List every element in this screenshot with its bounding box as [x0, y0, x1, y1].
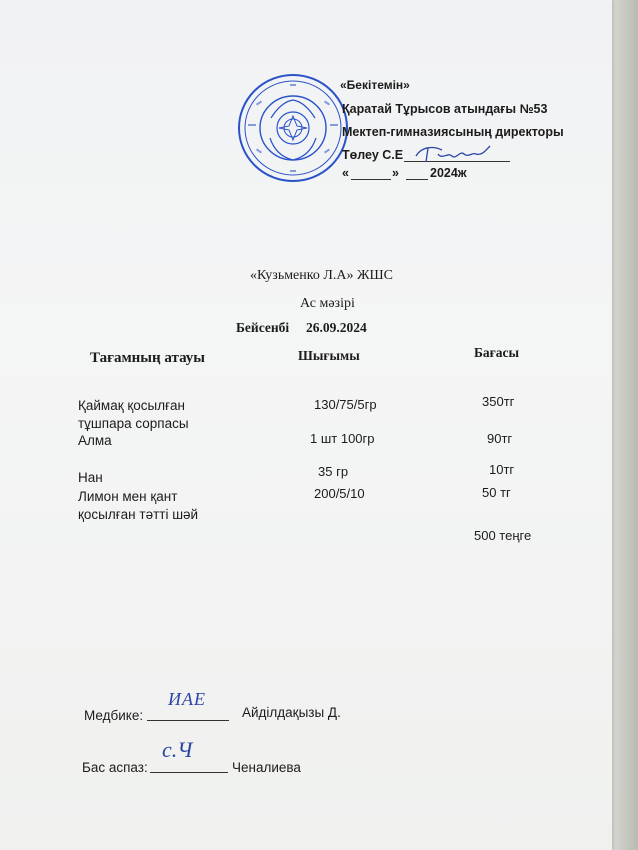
approval-school: Қаратай Тұрысов атындағы №53: [342, 102, 548, 116]
row-2-name: Алма: [78, 433, 112, 448]
approval-position: Мектеп-гимназиясының директоры: [342, 125, 564, 139]
date-day-line: [351, 179, 391, 180]
column-header-yield: Шығымы: [298, 348, 360, 363]
cook-signature: с.Ч: [162, 737, 193, 762]
nurse-label: Медбике:: [84, 708, 144, 723]
nurse-name: Айділдақызы Д.: [242, 705, 341, 720]
nurse-signature-line: [147, 720, 229, 721]
row-3-yield: 35 гр: [318, 464, 349, 479]
row-2-price: 90тг: [487, 431, 513, 446]
approval-date-mid: »: [392, 166, 399, 180]
menu-day: Бейсенбі: [236, 320, 290, 335]
row-4-name: Лимон мен қант: [78, 489, 178, 504]
company-name: «Кузьменко Л.А» ЖШС: [250, 268, 393, 283]
row-1-yield: 130/75/5гр: [314, 397, 377, 412]
menu-date: 26.09.2024: [306, 320, 367, 335]
cook-name: Ченалиева: [232, 760, 301, 775]
nurse-signature: ИАЕ: [168, 689, 206, 709]
row-1-name: Қаймақ қосылған: [78, 398, 185, 413]
row-4-price: 50 тг: [482, 485, 511, 500]
menu-title: Ас мәзірі: [300, 296, 355, 311]
approval-date-year: 2024ж: [430, 166, 467, 180]
menu-total: 500 теңге: [474, 528, 532, 543]
row-3-price: 10тг: [489, 462, 515, 477]
row-4-yield: 200/5/10: [314, 486, 365, 501]
row-3-name: Нан: [78, 470, 103, 485]
cook-signature-line: [150, 772, 228, 773]
approval-title: «Бекітемін»: [340, 78, 410, 92]
row-4-name-cont: қосылған тәтті шәй: [78, 507, 199, 522]
row-2-yield: 1 шт 100гр: [310, 431, 375, 446]
approval-date-open: «: [342, 166, 349, 180]
official-stamp: [236, 72, 350, 184]
row-1-name-cont: тұшпара сорпасы: [78, 416, 189, 431]
approval-director: Төлеу С.Е: [342, 148, 404, 162]
cook-label: Бас аспаз:: [82, 760, 148, 775]
column-header-name: Тағамның атауы: [90, 350, 206, 366]
director-signature: [412, 142, 492, 168]
date-month-line: [406, 179, 428, 180]
row-1-price: 350тг: [482, 394, 515, 409]
column-header-price: Бағасы: [474, 345, 520, 360]
